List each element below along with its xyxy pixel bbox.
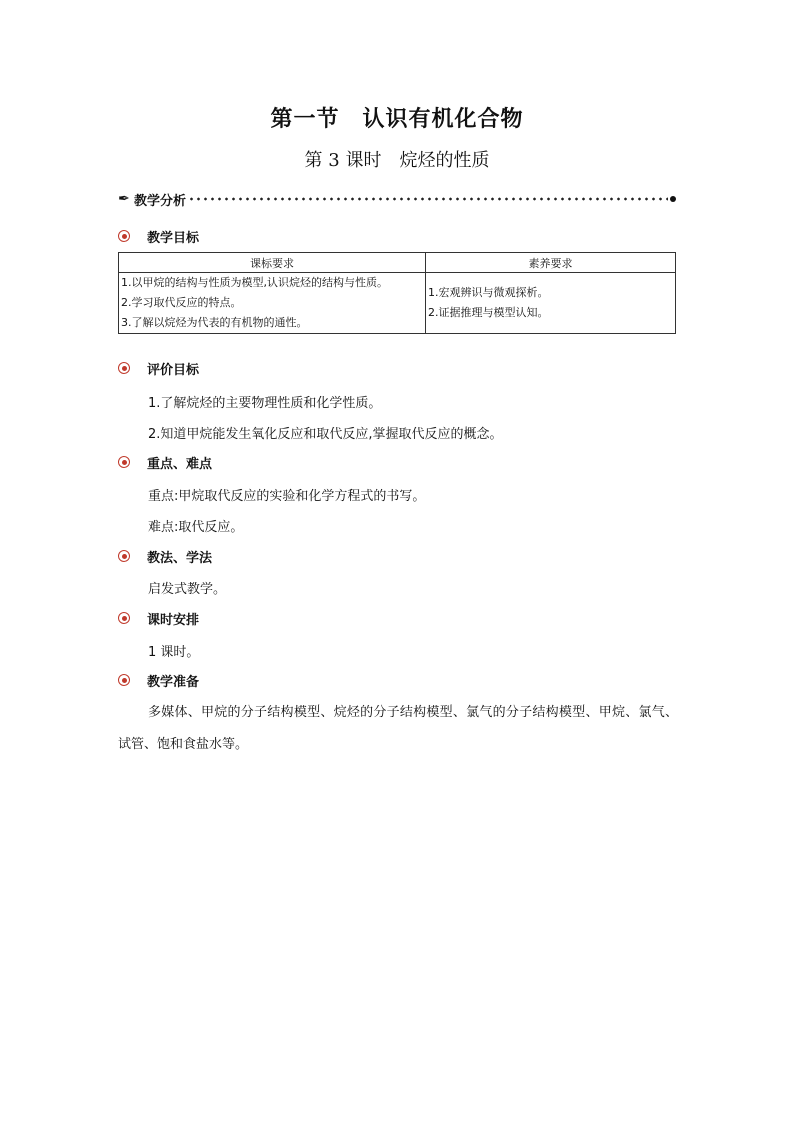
quill-pen-icon: ✒	[118, 191, 130, 207]
bullet-target-icon	[118, 674, 130, 686]
list-item: 3.了解以烷烃为代表的有机物的通性。	[121, 316, 308, 329]
list-item: 1.宏观辨识与微观探析。	[428, 286, 549, 299]
table-header-cell: 课标要求	[119, 253, 426, 273]
section-heading-text: 重点、难点	[147, 456, 213, 472]
table-row	[119, 273, 676, 334]
paragraph: 多媒体、甲烷的分子结构模型、烷烃的分子结构模型、氯气的分子结构模型、甲烷、氯气、试管、饱和食盐水等。	[118, 705, 678, 752]
section-heading-evaluation	[118, 358, 199, 378]
paragraph: 启发式教学。	[148, 582, 227, 597]
paragraph: 难点:取代反应。	[148, 520, 244, 535]
bullet-target-icon	[118, 550, 130, 562]
bullet-target-icon	[118, 612, 130, 624]
section-heading-text: 评价目标	[147, 362, 200, 378]
page-title: 第一节 认识有机化合物	[270, 107, 524, 132]
section-heading-text: 教学目标	[147, 230, 200, 246]
banner-label: 教学分析	[134, 193, 187, 209]
section-heading-goals	[118, 226, 199, 246]
paragraph: 1.了解烷烃的主要物理性质和化学性质。	[148, 396, 382, 411]
bullet-target-icon	[118, 362, 130, 374]
table-header-cell: 素养要求	[426, 253, 676, 273]
bullet-target-icon	[118, 230, 130, 242]
page-subtitle: 第 3 课时 烷烃的性质	[304, 150, 490, 171]
section-heading-text: 教法、学法	[147, 550, 213, 566]
table-cell-literacy	[426, 273, 676, 334]
paragraph: 重点:甲烷取代反应的实验和化学方程式的书写。	[148, 489, 426, 504]
paragraph: 2.知道甲烷能发生氧化反应和取代反应,掌握取代反应的概念。	[148, 427, 503, 442]
section-banner	[118, 190, 676, 208]
divider-end-dot	[670, 196, 676, 202]
list-item: 1.以甲烷的结构与性质为模型,认识烷烃的结构与性质。	[121, 276, 388, 289]
section-heading-text: 课时安排	[147, 612, 200, 628]
paragraph: 1 课时。	[148, 645, 200, 660]
table-cell-curriculum	[119, 273, 426, 334]
section-heading-schedule	[118, 608, 199, 628]
bullet-target-icon	[118, 456, 130, 468]
list-item: 2.学习取代反应的特点。	[121, 296, 242, 309]
section-heading-text: 教学准备	[147, 674, 200, 690]
dotted-divider	[188, 195, 668, 203]
section-heading-methods	[118, 546, 212, 566]
table-header-row	[119, 253, 676, 273]
section-heading-keypoints	[118, 452, 212, 472]
list-item: 2.证据推理与模型认知。	[428, 306, 549, 319]
section-heading-preparation	[118, 670, 199, 690]
goals-table	[118, 252, 676, 334]
